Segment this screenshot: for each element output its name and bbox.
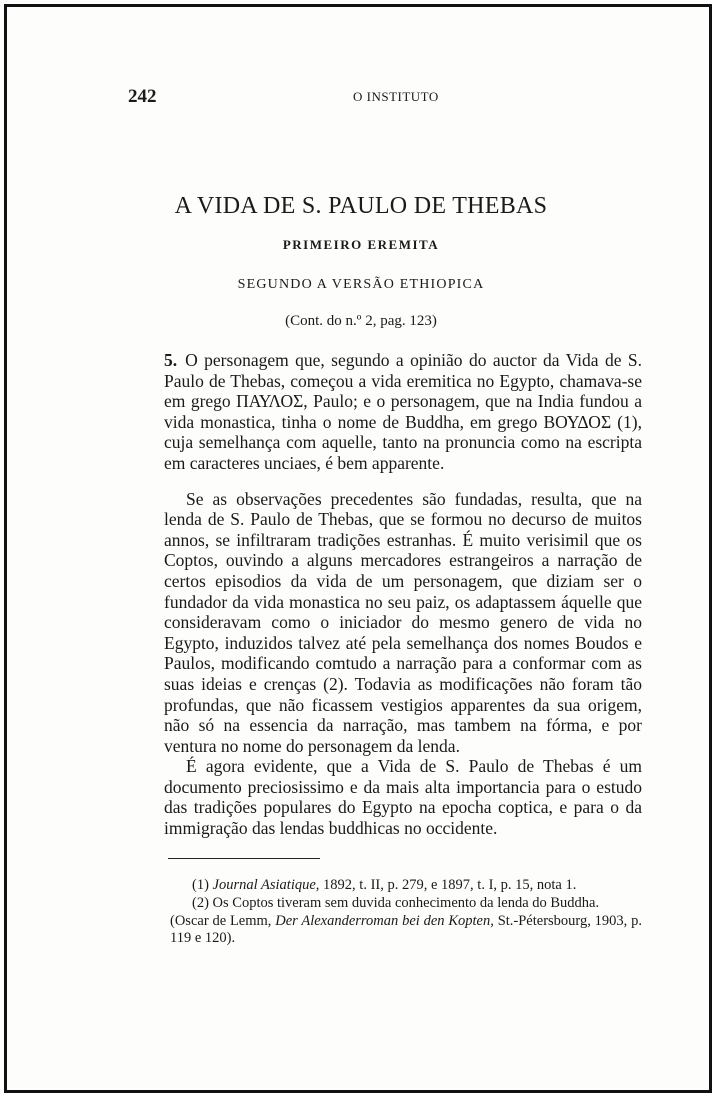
footnote-2 [170, 895, 642, 913]
footnote-1 [170, 877, 642, 895]
footnote-2-continued [170, 913, 642, 949]
page-header [128, 86, 648, 110]
footnote-marker: (1) [192, 877, 209, 893]
running-head: O INSTITUTO [353, 89, 439, 104]
page-number: 242 [128, 86, 157, 107]
paragraph: É agora evidente, que a Vida de S. Paulo de Thebas é um documento preciosissimo e da mais alta importancia para o estudo das tradições populares do Egypto na epocha coptica, e para o da immigração das lendas buddhicas no occidente. [164, 756, 642, 839]
footnote-text: (Oscar de Lemm, [170, 912, 272, 929]
book-title: Der Alexanderroman bei den Kopten, [275, 912, 494, 929]
footnote-text: 1892, t. II, p. 279, e 1897, t. I, p. 15, nota 1. [323, 877, 577, 893]
article-title: A VIDA DE S. PAULO DE THEBAS [174, 193, 548, 219]
footnote-text: (2) Os Coptos tiveram sem duvida conhecimento da lenda do Buddha. [192, 894, 600, 911]
article-body [164, 350, 642, 839]
footnote-text: St.-Pétersbourg, 1903, p. 119 e 120). [170, 912, 642, 947]
section-number: 5. [164, 350, 178, 370]
journal-title: Journal Asiatique, [212, 877, 320, 893]
footnote-divider [168, 858, 320, 859]
paragraph-1-text: O personagem que, segundo a opinião do auctor da Vida de S. Paulo de Thebas, começou a vida eremitica no Egypto, chamava-se em grego ΠΑΥΛΟΣ, Paulo; e o personagem, que na India fundou a vida monastica, tinha o nome de Buddha, em grego ΒΟΥΔΟΣ (1), cuja semelhança com aquelle, tanto na pronuncia como na escripta em caracteres unciaes, é bem apparente. [164, 350, 642, 473]
continuation-note: (Cont. do n.º 2, pag. 123) [285, 313, 437, 329]
paragraph [164, 350, 642, 474]
footnotes [170, 877, 642, 948]
article-sub-subtitle: SEGUNDO A VERSÃO ETHIOPICA [237, 277, 485, 292]
article-subtitle: PRIMEIRO EREMITA [282, 237, 440, 252]
paragraph: Se as observações precedentes são fundadas, resulta, que na lenda de S. Paulo de Thebas, que se formou no decurso de muitos annos, se infiltraram tradições estranhas. É muito verisimil que os Coptos, ouvindo a alguns mercadores estrangeiros a narração de certos episodios da vida de um personagem, que diziam ser o fundador da vida monastica no seu paiz, os adaptassem áquelle que consideravam como o iniciador do mesmo genero de vida no Egypto, induzidos talvez até pela semelhança dos nomes Boudos e Paulos, modificando comtudo a narração para a conformar com as suas ideias e crenças (2). Todavia as modificações não foram tão profundas, que não ficassem vestigios apparentes da sua origem, não só na essencia da narração, mas tambem na fórma, e por ventura no nome do personagem da lenda. [164, 488, 642, 756]
